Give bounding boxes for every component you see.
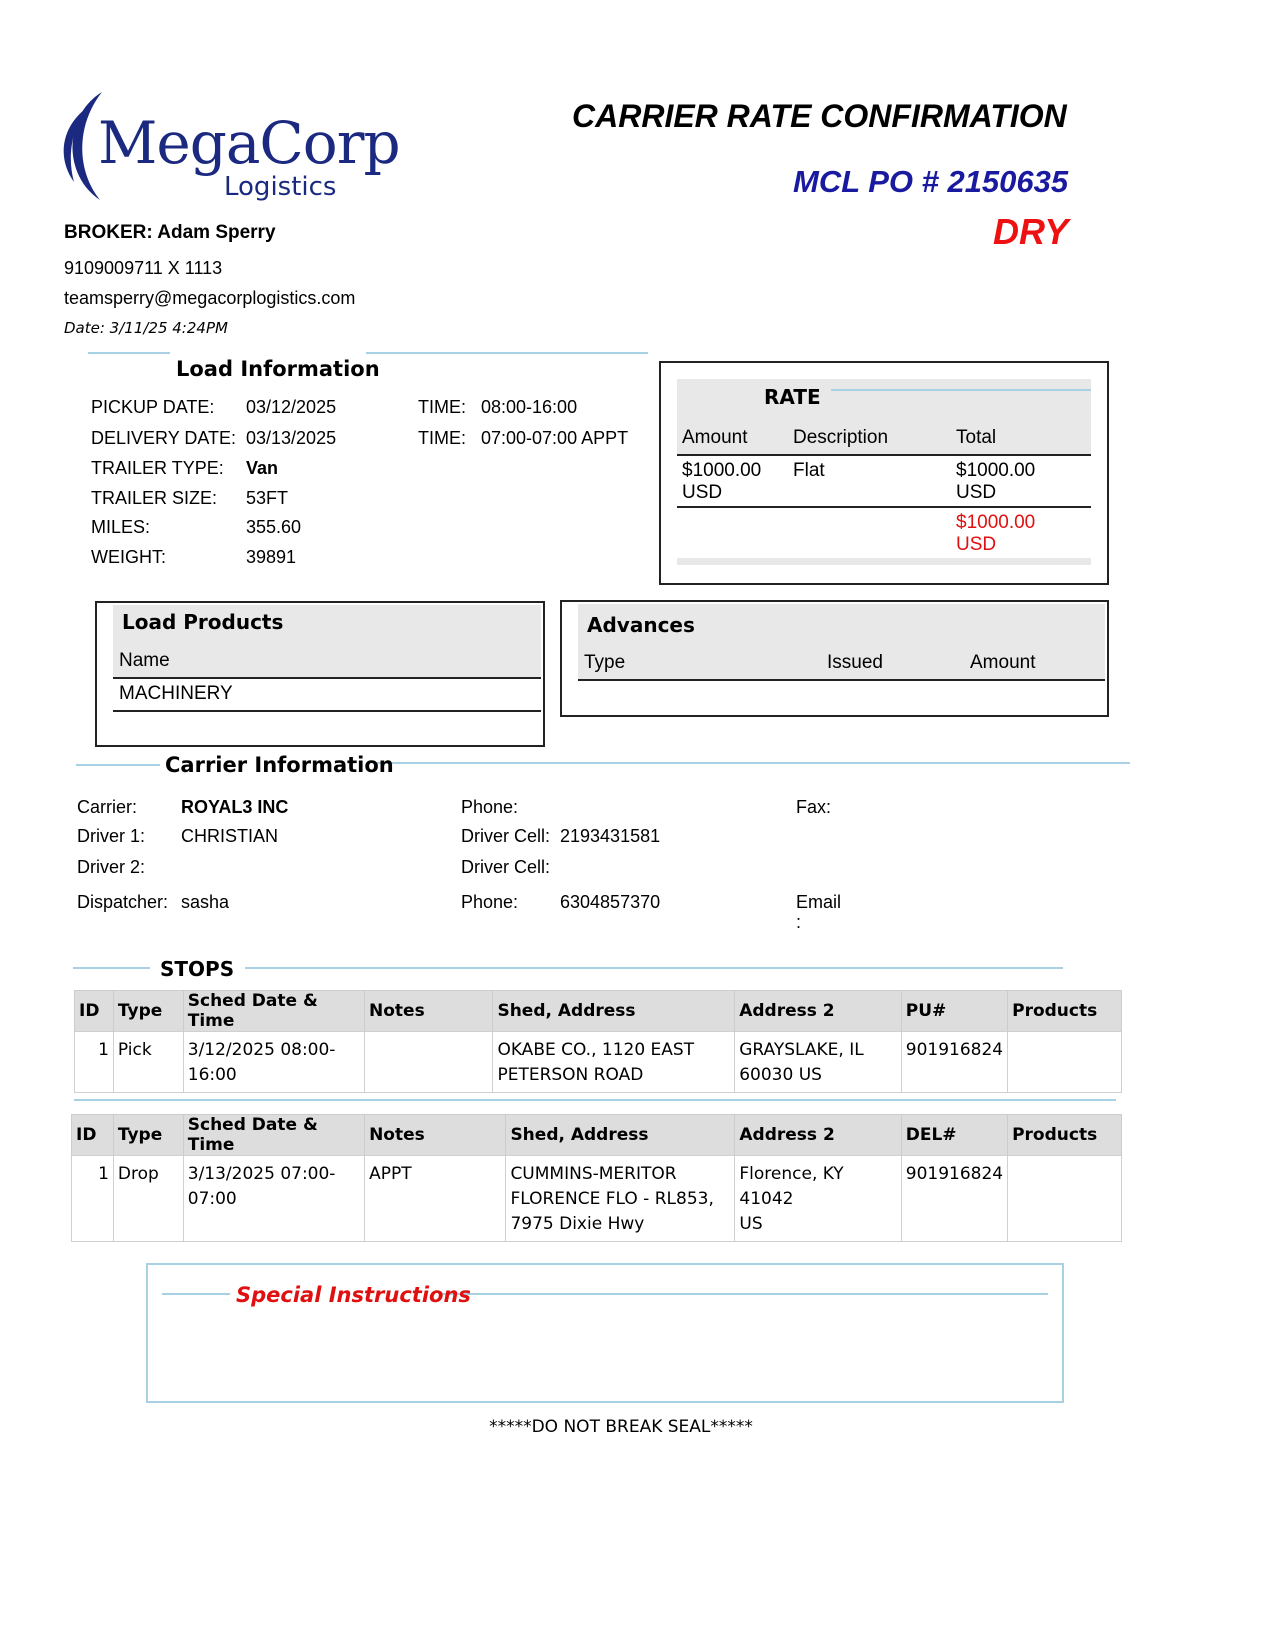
advances-col-type: Type	[584, 652, 626, 673]
col-products: Products	[1008, 1115, 1122, 1156]
rate-col-total: Total	[956, 427, 997, 448]
stop-type: Drop	[113, 1156, 183, 1242]
carrier-label: Carrier:	[77, 797, 138, 817]
col-pu: PU#	[901, 991, 1007, 1032]
broker-email: teamsperry@megacorplogistics.com	[64, 288, 356, 308]
stop-address2: GRAYSLAKE, IL 60030 US	[735, 1032, 902, 1093]
load-info-rule-left	[88, 352, 170, 354]
col-del: DEL#	[901, 1115, 1007, 1156]
broker-phone: 9109009711 X 1113	[64, 258, 223, 278]
rate-amount-value-2: USD	[682, 482, 723, 503]
carrier-phone-label: Phone:	[461, 797, 519, 817]
advances-box	[560, 600, 1109, 717]
rate-box	[659, 361, 1109, 585]
rate-col-amount: Amount	[682, 427, 748, 448]
rate-col-description: Description	[793, 427, 889, 448]
stops-title: STOPS	[160, 957, 235, 981]
stop-notes: APPT	[365, 1156, 506, 1242]
col-notes: Notes	[365, 1115, 506, 1156]
col-sched: Sched Date & Time	[183, 991, 364, 1032]
email-colon: :	[796, 912, 802, 932]
po-number: MCL PO # 2150635	[793, 164, 1069, 199]
delivery-date-label: DELIVERY DATE:	[91, 428, 237, 448]
special-instructions-title: Special Instructions	[236, 1283, 471, 1307]
rate-total-value-1: $1000.00	[956, 460, 1036, 481]
pickup-date-label: PICKUP DATE:	[91, 397, 215, 417]
rate-title-rule	[831, 389, 1091, 391]
col-type: Type	[113, 991, 183, 1032]
carrier-rule-right	[374, 762, 1130, 764]
rate-title: RATE	[764, 385, 821, 409]
logo-text-main: MegaCorp	[98, 109, 400, 177]
special-rule-left	[162, 1293, 230, 1295]
company-logo	[54, 90, 400, 210]
col-address: Shed, Address	[493, 991, 735, 1032]
stop-products	[1008, 1032, 1122, 1093]
stop-address2: Florence, KY 41042 US	[735, 1156, 901, 1242]
pickup-time-value: 08:00-16:00	[481, 397, 578, 417]
col-products: Products	[1008, 991, 1122, 1032]
stop-id: 1	[75, 1032, 114, 1093]
drop-stops-table	[71, 1114, 1122, 1242]
trailer-type-value: Van	[246, 458, 279, 478]
carrier-fax-label: Fax:	[796, 797, 832, 817]
stop-address: OKABE CO., 1120 EAST PETERSON ROAD	[493, 1032, 735, 1093]
delivery-time-label: TIME:	[418, 428, 466, 448]
dispatcher-value: sasha	[181, 892, 230, 912]
rate-grand-total-2: USD	[956, 534, 997, 555]
rate-description-value: Flat	[793, 460, 825, 481]
stop-products	[1008, 1156, 1122, 1242]
document-title: CARRIER RATE CONFIRMATION	[572, 98, 1067, 134]
load-info-rule-right	[366, 352, 648, 354]
miles-label: MILES:	[91, 517, 151, 537]
col-notes: Notes	[365, 991, 493, 1032]
special-rule-right	[442, 1293, 1048, 1295]
col-type: Type	[113, 1115, 183, 1156]
col-address2: Address 2	[735, 991, 902, 1032]
email-label: Email	[796, 892, 842, 912]
stop-sched: 3/13/2025 07:00- 07:00	[183, 1156, 364, 1242]
broker-name: Adam Sperry	[157, 222, 276, 243]
dispatcher-label: Dispatcher:	[77, 892, 169, 912]
stop-ref: 901916824	[901, 1156, 1007, 1242]
table-row	[75, 1032, 1122, 1093]
driver1-value: CHRISTIAN	[181, 826, 279, 846]
load-product-item: MACHINERY	[119, 683, 233, 704]
logo-text-sub: Logistics	[224, 172, 337, 202]
col-address2: Address 2	[735, 1115, 901, 1156]
advances-title: Advances	[587, 613, 695, 637]
advances-col-amount: Amount	[970, 652, 1036, 673]
col-id: ID	[72, 1115, 114, 1156]
miles-value: 355.60	[246, 517, 302, 537]
trailer-size-label: TRAILER SIZE:	[91, 488, 218, 508]
stop-type: Pick	[113, 1032, 183, 1093]
stops-rule-left	[73, 967, 150, 969]
pickup-time-label: TIME:	[418, 397, 466, 417]
trailer-type-label: TRAILER TYPE:	[91, 458, 224, 478]
col-id: ID	[75, 991, 114, 1032]
load-type: DRY	[993, 211, 1069, 252]
load-products-title: Load Products	[122, 610, 284, 634]
driver-cell-value: 2193431581	[560, 826, 661, 846]
table-header-row	[75, 991, 1122, 1032]
stop-ref: 901916824	[901, 1032, 1007, 1093]
pick-stops-table	[74, 990, 1122, 1093]
stop-id: 1	[72, 1156, 114, 1242]
load-products-box	[95, 601, 545, 747]
trailer-size-value: 53FT	[246, 488, 289, 508]
delivery-time-value: 07:00-07:00 APPT	[481, 428, 629, 448]
dispatcher-phone-label: Phone:	[461, 892, 519, 912]
seal-notice: *****DO NOT BREAK SEAL*****	[489, 1417, 753, 1437]
stop-notes	[365, 1032, 493, 1093]
driver1-label: Driver 1:	[77, 826, 146, 846]
advances-col-issued: Issued	[827, 652, 883, 673]
table-header-row	[72, 1115, 1122, 1156]
rate-grand-total-1: $1000.00	[956, 512, 1036, 533]
document-date: Date: 3/11/25 4:24PM	[64, 319, 228, 337]
stops-separator-rule	[74, 1099, 1116, 1101]
col-sched: Sched Date & Time	[183, 1115, 364, 1156]
pickup-date-value: 03/12/2025	[246, 397, 337, 417]
rate-amount-value-1: $1000.00	[682, 460, 762, 481]
stop-address: CUMMINS-MERITOR FLORENCE FLO - RL853, 7975 Dixie Hwy	[506, 1156, 735, 1242]
weight-value: 39891	[246, 547, 297, 567]
col-address: Shed, Address	[506, 1115, 735, 1156]
carrier-info-title: Carrier Information	[165, 753, 394, 777]
load-info-title: Load Information	[176, 357, 380, 381]
dispatcher-phone-value: 6304857370	[560, 892, 661, 912]
stop-sched: 3/12/2025 08:00- 16:00	[183, 1032, 364, 1093]
carrier-rule-left	[76, 764, 160, 766]
delivery-date-value: 03/13/2025	[246, 428, 337, 448]
rate-total-value-2: USD	[956, 482, 997, 503]
table-row	[72, 1156, 1122, 1242]
weight-label: WEIGHT:	[91, 547, 166, 567]
broker-label: BROKER:	[64, 222, 153, 243]
load-products-col-name: Name	[119, 650, 170, 671]
driver-cell2-label: Driver Cell:	[461, 857, 551, 877]
broker-line	[64, 222, 276, 244]
driver2-label: Driver 2:	[77, 857, 146, 877]
carrier-value: ROYAL3 INC	[181, 797, 289, 817]
driver-cell-label: Driver Cell:	[461, 826, 551, 846]
stops-rule-right	[245, 967, 1063, 969]
